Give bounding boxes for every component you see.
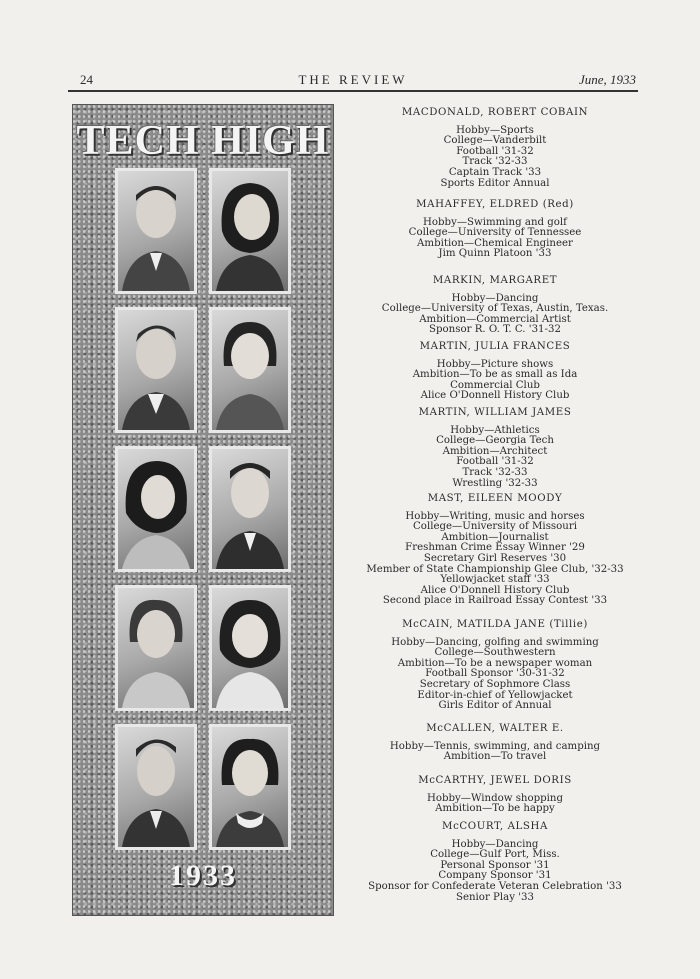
student-entry [352,724,638,763]
entry-line: Hobby—Athletics [450,424,540,436]
entry-line: Track '32-33 [462,466,528,478]
student-entry [352,200,638,260]
entry-line: Hobby—Writing, music and horses [405,510,585,522]
student-portrait [115,446,197,572]
entry-line: Ambition—Journalist [441,531,549,543]
entry-line: College—Vanderbilt [443,135,547,147]
entry-line: Hobby—Sports [456,124,534,136]
entry-line: Jim Quinn Platoon '33 [438,248,552,260]
entry-line: Hobby—Picture shows [436,358,554,370]
entry-line: Ambition—Architect [442,445,548,457]
entry-line: Football Sponsor '30-31-32 [425,668,565,680]
entry-line: College—University of Tennessee [408,227,582,239]
entry-line: Wrestling '32-33 [452,477,538,489]
entry-line: Track '32-33 [462,156,528,168]
entry-line: Senior Play '33 [455,891,534,903]
student-portrait [209,724,291,850]
student-entry [352,620,638,712]
entry-line: Ambition—To travel [443,751,547,763]
student-portrait [209,168,291,294]
entry-line: Football '31-32 [456,456,534,468]
entry-line: Hobby—Dancing, golfing and swimming [391,636,599,648]
entry-line: Ambition—To be a newspaper woman [397,657,593,669]
student-name: McCOURT, ALSHA [442,821,548,832]
student-entry [352,342,638,402]
page-number: 24 [80,72,93,87]
entry-line: Football '31-32 [456,145,534,157]
entry-line: Editor-in-chief of Yellowjacket [417,689,573,701]
entry-line: Sports Editor Annual [440,177,550,189]
student-name: MARTIN, JULIA FRANCES [419,341,571,352]
entry-line: Secretary Girl Reserves '30 [423,552,567,564]
student-entry [352,408,638,489]
entry-line: Commercial Club [450,379,540,391]
entry-line: Second place in Railroad Essay Contest '33 [382,595,608,607]
student-name: MARKIN, MARGARET [432,275,558,286]
entry-line: Ambition—To be as small as Ida [412,369,578,381]
entry-line: Alice O'Donnell History Club [420,584,570,596]
student-name: MAHAFFEY, ELDRED (Red) [416,199,574,210]
publication-title: THE REVIEW [298,72,408,87]
panel-banner: TECH HIGH [76,118,330,164]
student-entry [352,776,638,815]
entry-line: Alice O'Donnell History Club [420,390,570,402]
photo-panel [72,104,334,916]
entry-line: College—Southwestern [434,647,556,659]
entry-line: College—University of Texas, Austin, Texas. [381,303,609,315]
student-entry [352,276,638,336]
entry-line: Hobby—Window shopping [426,792,564,804]
entry-line: Freshman Crime Essay Winner '29 [405,542,585,554]
student-name: McCARTHY, JEWEL DORIS [418,775,572,786]
entry-line: Personal Sponsor '31 [440,859,550,871]
entry-line: Hobby—Swimming and golf [423,216,567,228]
entry-line: Sponsor R. O. T. C. '31-32 [429,324,561,336]
entry-line: Hobby—Dancing [451,292,539,304]
entry-line: Sponsor for Confederate Veteran Celebration '33 [368,880,622,892]
student-entry [352,494,638,607]
entry-line: Ambition—To be happy [435,803,555,815]
entry-line: Ambition—Chemical Engineer [417,237,573,249]
student-name: McCAIN, MATILDA JANE (Tillie) [402,619,588,630]
student-entry [352,822,638,903]
entry-line: Yellowjacket staff '33 [440,574,550,586]
entry-line: College—Gulf Port, Miss. [430,849,560,861]
student-entry [352,108,638,189]
student-name: MARTIN, WILLIAM JAMES [418,407,572,418]
entry-line: College—University of Missouri [413,521,577,533]
issue-date: June, 1933 [578,72,636,87]
entry-line: Secretary of Sophmore Class [419,678,571,690]
student-portrait [209,585,291,711]
student-portrait [115,307,197,433]
student-name: MAST, EILEEN MOODY [427,493,563,504]
header-rule [68,90,638,92]
page-header [68,70,638,88]
entry-line: Captain Track '33 [448,166,542,178]
student-portrait [115,585,197,711]
student-portrait [209,446,291,572]
entry-line: College—Georgia Tech [436,435,554,447]
entry-line: Company Sponsor '31 [438,870,552,882]
student-portrait [115,168,197,294]
student-portrait [209,307,291,433]
student-name: MACDONALD, ROBERT COBAIN [401,107,589,118]
entry-line: Hobby—Tennis, swimming, and camping [389,740,601,752]
entry-line: Hobby—Dancing [451,838,539,850]
entry-line: Girls Editor of Annual [438,700,552,712]
student-portrait [115,724,197,850]
student-name: McCALLEN, WALTER E. [426,723,564,734]
entry-line: Ambition—Commercial Artist [419,313,571,325]
panel-year: 1933 [169,859,237,892]
entry-line: Member of State Championship Glee Club, '32-33 [366,563,624,575]
